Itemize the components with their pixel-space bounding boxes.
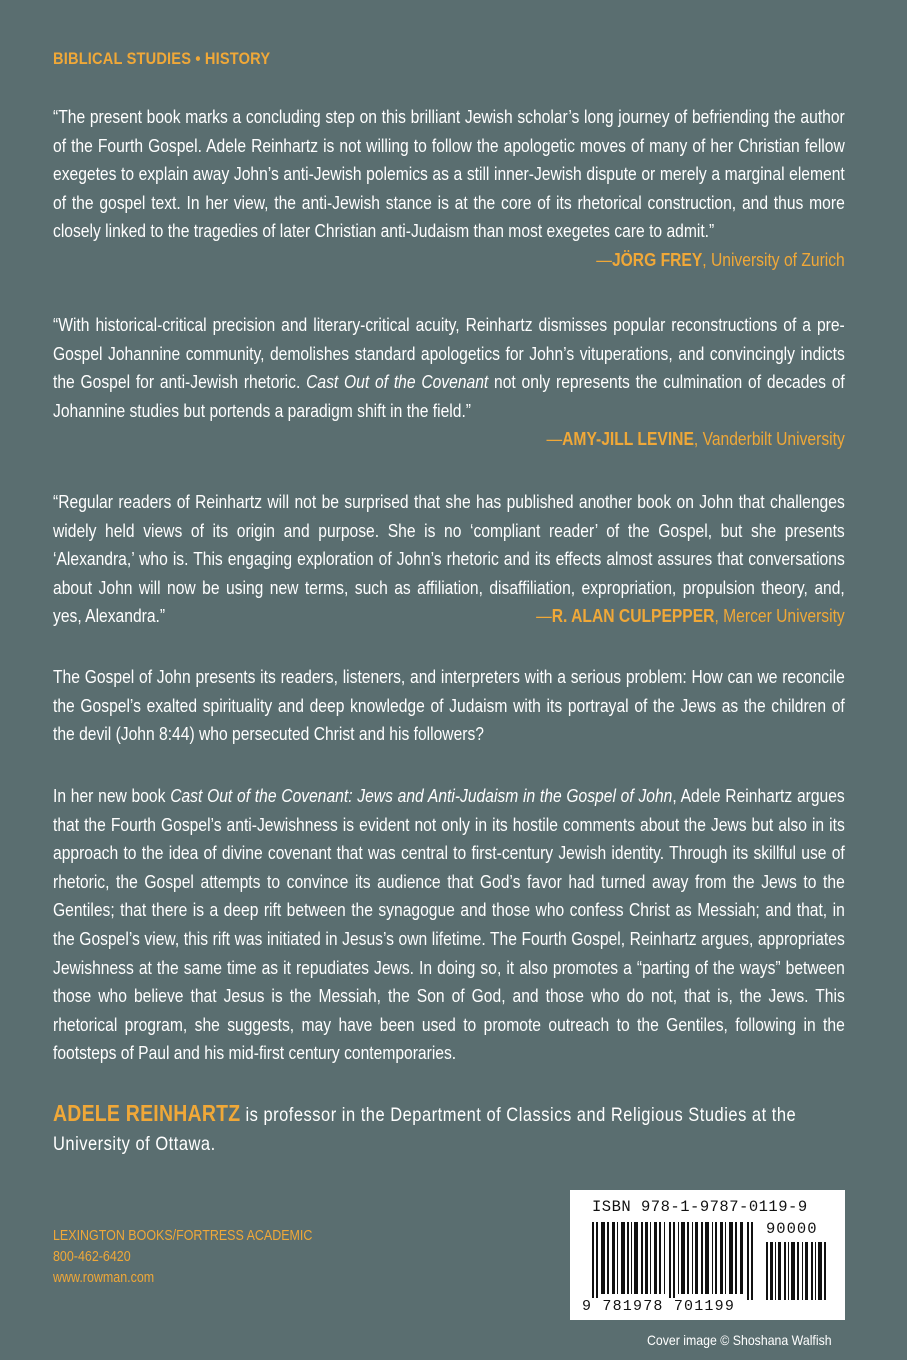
publisher-phone: 800-462-6420 [53, 1249, 131, 1265]
barcode-addon: 90000 [766, 1220, 818, 1238]
description-paragraph-2 [53, 782, 845, 1068]
publisher-url[interactable]: www.rowman.com [53, 1270, 155, 1286]
endorsement-culpepper [53, 488, 845, 631]
endorsement-text: “Regular readers of Reinhartz will not be surprised that she has published another book on John that challenges widely held views of its origin and purpose. She is no ‘compliant reader’ of the Gospel, but she presents ‘Alexandra,’ who is. This engaging exploration of John’s rhetoric and its effects almost assures that conversations about John will now be using new terms, such as affiliation, disaffiliation, expropriation, propulsion theory, and, yes, Alexandra.” [53, 491, 845, 627]
isbn-barcode [570, 1190, 845, 1320]
endorsement-text: “The present book marks a concluding step on this brilliant Jewish scholar’s long journey of befriending the author of the Fourth Gospel. Adele Reinhartz is not willing to follow the apologetic moves of many of her Christian fellow exegetes to explain away John’s anti-Jewish polemics as a still inner-Jewish dispute or merely a marginal element of the gospel text. In her view, the anti-Jewish stance is at the core of its rhetorical construction, and thus more closely linked to the tragedies of later Christian anti-Judaism than most exegetes care to admit.” [53, 106, 845, 242]
isbn-label: ISBN 978-1-9787-0119-9 [592, 1198, 808, 1216]
endorser-affiliation: Vanderbilt University [702, 428, 845, 450]
description-paragraph-1: The Gospel of John presents its readers, listeners, and interpreters with a serious problem: How can we reconcile the Gospel’s exalted spirituality and deep knowledge of Judaism with its portrayal of the Jews as the children of the devil (John 8:44) who persecuted Christ and his followers? [53, 666, 845, 745]
description-text-continued: , Adele Reinhartz argues that the Fourth Gospel’s anti-Jewishness is evident not only in its hostile comments about the Jews but also in its approach to the idea of divine covenant that was central to first-century Jewish identity. Through its skillful use of rhetoric, the Gospel attempts to convince its audience that God’s favor had turned away from the Jews to the Gentiles; that there is a deep rift between the synagogue and those who confess Christ as Messiah; and that, in the Gospel’s view, this rift was initiated in Jesus’s own lifetime. The Fourth Gospel, Reinhartz argues, appropriates Jewishness at the same time as it repudiates Jews. In doing so, it also promotes a “parting of the ways” between those who believe that Jesus is the Messiah, the Son of God, and those who do not, that is, the Jews. This rhetorical program, she suggests, may have been used to promote outreach to the Gentiles, following in the footsteps of Paul and his mid-first century contemporaries. [53, 785, 845, 1064]
category-label: BIBLICAL STUDIES • HISTORY [53, 49, 271, 68]
book-full-title: Cast Out of the Covenant: Jews and Anti-Judaism in the Gospel of John [170, 785, 673, 806]
publisher-info [53, 1226, 312, 1289]
author-name: ADELE REINHARTZ [53, 1100, 241, 1126]
endorser-affiliation: Mercer University [723, 605, 845, 627]
endorser-name: JÖRG FREY [611, 248, 703, 270]
endorsement-attribution: —AMY-JILL LEVINE, Vanderbilt University [546, 428, 845, 450]
description-text: In her new book [53, 785, 171, 806]
endorser-name: AMY-JILL LEVINE [562, 428, 694, 450]
endorsement-attribution: —R. ALAN CULPEPPER, Mercer University [536, 605, 845, 627]
barcode-digits: 9 781978 701199 [582, 1298, 736, 1315]
endorsement-text-continued: not only represents the culmination of decades of Johannine studies but portends a paradigm shift in the field.” [53, 371, 845, 421]
publisher-name: LEXINGTON BOOKS/FORTRESS ACADEMIC [53, 1228, 313, 1244]
author-bio [53, 1099, 845, 1158]
endorser-name: R. ALAN CULPEPPER [551, 605, 715, 627]
barcode-addon-bars-icon [766, 1242, 826, 1300]
endorsement-attribution: —JÖRG FREY, University of Zurich [596, 248, 845, 270]
cover-credit: Cover image © Shoshana Walfish [647, 1332, 832, 1348]
book-title: Cast Out of the Covenant [306, 371, 489, 393]
endorsement-frey [53, 103, 845, 275]
endorser-affiliation: University of Zurich [710, 248, 845, 270]
author-bio-text: is professor in the Department of Classics and Religious Studies at the University of Ottawa. [53, 1104, 797, 1155]
endorsement-text: “With historical-critical precision and literary-critical acuity, Reinhartz dismisses popular reconstructions of a pre-Gospel Johannine community, demolishes standard apologetics for John’s vituperations, and convincingly indicts the Gospel for anti-Jewish rhetoric. [53, 314, 845, 393]
endorsement-levine [53, 311, 845, 454]
barcode-bars-icon [592, 1222, 755, 1300]
